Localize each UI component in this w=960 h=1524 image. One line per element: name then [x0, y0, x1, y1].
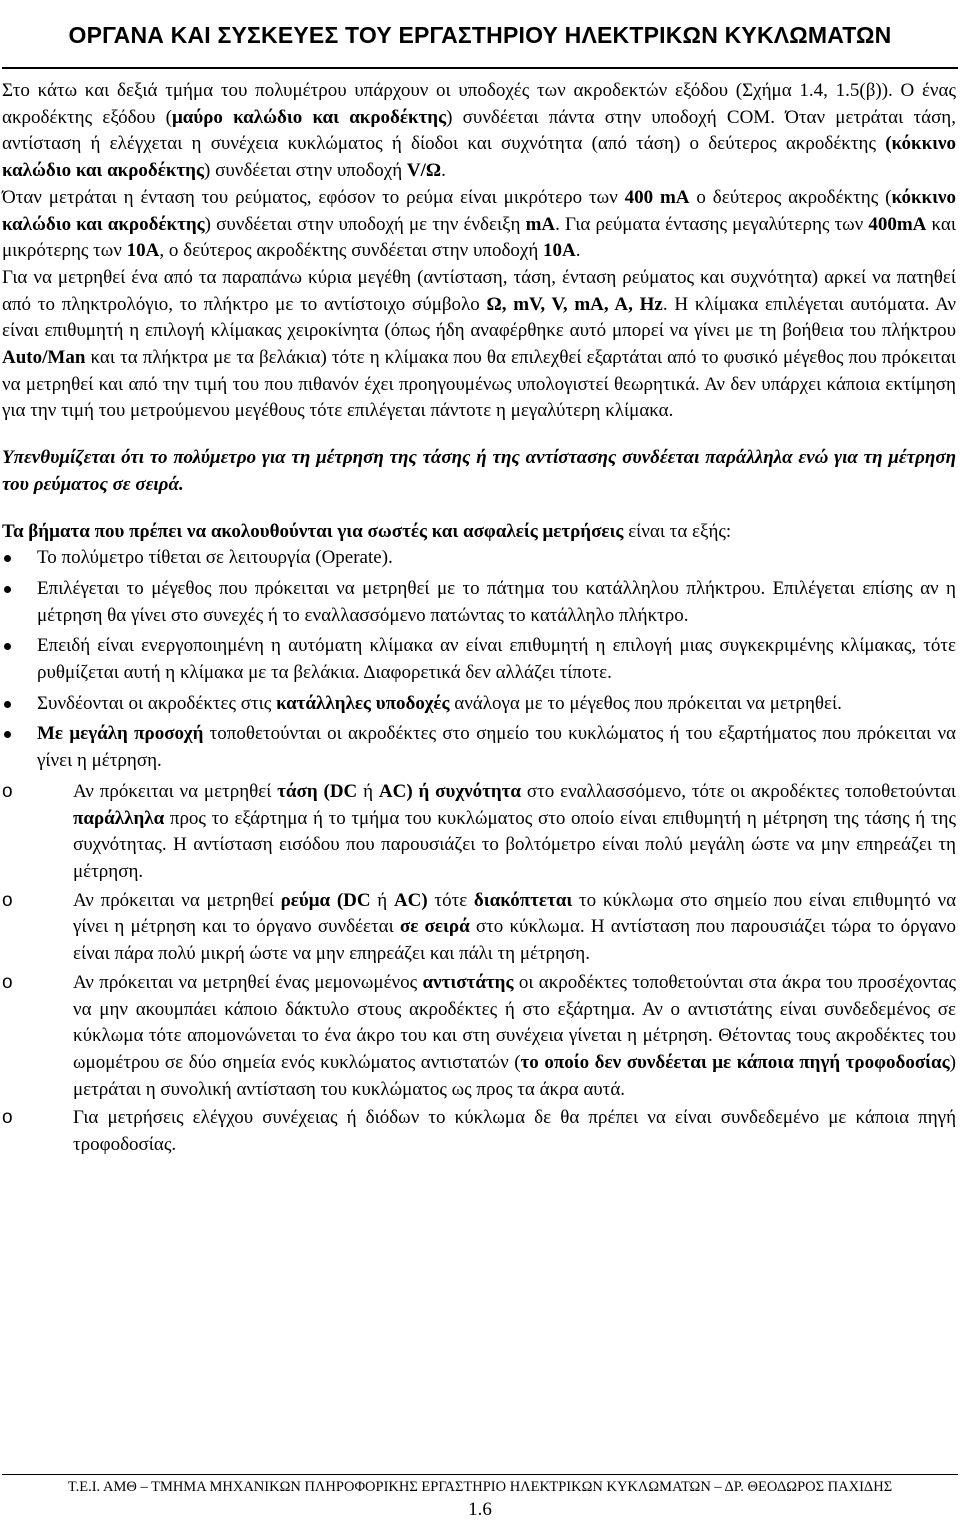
text: προς το εξάρτημα ή το τμήμα του κυκλώματος στο οποίο είναι επιθυμητή η μέτρηση της τάσης ή της συχνότητας. Η αντίσταση εισόδου που παρουσιάζει το βολτόμετρο είναι πολύ μεγάλη ώστε να μην επηρεάζει τη μέτρηση.: [73, 807, 956, 882]
text: .: [441, 160, 446, 182]
reminder-note: Υπενθυμίζεται ότι το πολύμετρο για τη μέτρηση της τάσης ή της αντίστασης συνδέεται παράλληλα ενώ για τη μέτρηση του ρεύματος σε σειρά.: [2, 447, 956, 495]
text: οι ακροδέκτες τοποθετούνται στα άκρα του προσέχοντας να μην ακουμπάει κάποιο δάκτυλο στους ακροδέκτες ή στο εξάρτημα. Αν ο αντιστάτης είναι συνδεδεμένος σε κύκλωμα τότε απομονώνεται το ένα άκρο του και στη συνέχεια γίνεται η μέτρηση. Θέτοντας τους ακροδέκτες του ωμομέτρου σε δύο σημεία ενός κυκλώματος αντιστατών (: [73, 971, 956, 1073]
bold-text: AC): [393, 889, 428, 911]
list-item: [2, 888, 956, 968]
bullet-icon: [4, 731, 11, 738]
bold-text: Τα βήματα που πρέπει να ακολουθούνται για σωστές και ασφαλείς μετρήσεις: [2, 520, 624, 542]
list-item: [2, 576, 956, 629]
text: ) συνδέεται στην υποδοχή: [204, 160, 407, 182]
text: το κύκλωμα στο σημείο που είναι επιθυμητό να γίνει η μέτρηση και το όργανο συνδέεται: [73, 889, 957, 938]
bold-text: Ω, mV, V, mA, A, Hz: [486, 293, 663, 315]
text: τότε: [427, 889, 474, 911]
list-marker: o: [2, 889, 13, 911]
header-divider: [2, 67, 958, 69]
text: ) συνδέεται στην υποδοχή με την ένδειξη: [204, 213, 526, 235]
text: και τα πλήκτρα με τα βελάκια) τότε η κλίμακα που θα επιλεχθεί εξαρτάται από το φυσικό μέγεθος που πρόκειται να μετρηθεί και από την τιμή του που πιθανόν έχει προηγουμένως υπολογιστεί θεωρητικά. Αν δεν υπάρχει κάποια εκτίμηση για την τιμή του μετρούμενου μεγέθους τότε επιλέγεται πάντοτε η μεγαλύτερη κλίμακα.: [2, 347, 956, 422]
text: στο εναλλασσόμενο, τότε οι ακροδέκτες τοποθετούνται: [521, 780, 957, 802]
bold-text: AC) ή συχνότητα: [378, 780, 522, 802]
document-body: [2, 78, 956, 1161]
bold-text: mA: [525, 213, 556, 235]
list-marker: o: [2, 780, 13, 802]
bold-text: 10A: [543, 240, 576, 262]
page-footer: Τ.Ε.Ι. ΑΜΘ – ΤΜΗΜΑ ΜΗΧΑΝΙΚΩΝ ΠΛΗΡΟΦΟΡΙΚΗΣ ΕΡΓΑΣΤΗΡΙΟ ΗΛΕΚΤΡΙΚΩΝ ΚΥΚΛΩΜΑΤΩΝ – ΔΡ. ΘΕΟΔΩΡΟΣ ΠΑΧΙΔΗΣ: [67, 1479, 893, 1495]
bullet-icon: [4, 555, 11, 562]
bold-text: V/Ω: [406, 160, 442, 182]
bold-text: κατάλληλες υποδοχές: [276, 692, 450, 714]
text: Επειδή είναι ενεργοποιημένη η αυτόματη κλίμακα αν είναι επιθυμητή η επιλογή μιας συγκεκριμένης κλίμακας, τότε ρυθμίζεται αυτή η κλίμακα με τα βελάκια. Διαφορετικά δεν αλλάζει τίποτε.: [37, 635, 956, 684]
spacer: [2, 499, 956, 519]
text: Το πολύμετρο τίθεται σε λειτουργία (Operate).: [37, 547, 393, 569]
list-item: [2, 721, 956, 774]
bold-text: διακόπτεται: [473, 889, 573, 911]
bold-text: αντιστάτης: [422, 971, 514, 993]
list-marker: o: [2, 1107, 13, 1129]
paragraph-scale-selection: [2, 265, 956, 425]
list-marker: o: [2, 971, 13, 993]
bold-text: Με μεγάλη προσοχή: [37, 723, 204, 745]
text: Αν πρόκειται να μετρηθεί ένας μεμονωμένος: [73, 971, 423, 993]
text: , ο δεύτερος ακροδέκτης συνδέεται στην υποδοχή: [159, 240, 544, 262]
steps-intro: [2, 519, 956, 546]
text: ανάλογα με το μέγεθος που πρόκειται να μετρηθεί.: [449, 692, 842, 714]
bold-text: ρεύμα (DC: [280, 889, 371, 911]
text: .: [575, 240, 581, 262]
bullet-icon: [4, 643, 11, 650]
text: Για να μετρηθεί ένα από τα παραπάνω κύρια μεγέθη (αντίσταση, τάση, ένταση ρεύματος και συχνότητα) αρκεί να πατηθεί από το πληκτρολόγιο, το πλήκτρο με το αντίστοιχο σύμβολο: [2, 266, 956, 315]
text: . Για ρεύματα έντασης μεγαλύτερης των: [555, 213, 869, 235]
page-header: ΟΡΓΑΝΑ ΚΑΙ ΣΥΣΚΕΥΕΣ ΤΟΥ ΕΡΓΑΣΤΗΡΙΟΥ ΗΛΕΚΤΡΙΚΩΝ ΚΥΚΛΩΜΑΤΩΝ: [68, 22, 892, 48]
bold-text: 10A: [126, 240, 160, 262]
bold-text: τάση (DC: [277, 780, 358, 802]
list-item: [2, 970, 956, 1104]
bold-text: κόκκινο καλώδιο και ακροδέκτης: [2, 186, 956, 235]
spacer: [2, 425, 956, 445]
text: ή: [357, 780, 379, 802]
bold-text: 400mA: [868, 213, 927, 235]
bullet-icon: [4, 701, 11, 708]
bullet-icon: [4, 586, 11, 593]
bold-text: (κόκκινο καλώδιο και ακροδέκτης: [2, 133, 956, 182]
list-item: [2, 779, 956, 886]
bold-text: σε σειρά: [399, 916, 470, 938]
text: Αν πρόκειται να μετρηθεί: [73, 780, 278, 802]
bold-text: μαύρο καλώδιο και ακροδέκτης: [172, 106, 447, 128]
text: ) μετράται η συνολική αντίσταση του κυκλώματος ως προς τα άκρα αυτά.: [73, 1051, 956, 1100]
paragraph-output-terminals: [2, 78, 956, 185]
list-item: [2, 691, 956, 718]
list-item: [2, 633, 956, 686]
bold-text: Auto/Man: [2, 347, 86, 369]
text: ) συνδέεται πάντα στην υποδοχή COM. Όταν μετράται τάση, αντίσταση ή ελέγχεται η συνέχεια κυκλώματος ή δίοδοι και συχνότητα (από τάση) ο δεύτερος ακροδέκτης: [2, 106, 956, 155]
text: . Η κλίμακα επιλέγεται αυτόματα. Αν είναι επιθυμητή η επιλογή κλίμακας χειροκίνητα (όπως ήδη αναφέρθηκε αυτό μπορεί να γίνει με τη βοήθεια του πλήκτρου: [2, 293, 956, 342]
text: και μικρότερης των: [2, 213, 956, 262]
text: τοποθετούνται οι ακροδέκτες στο σημείο του κυκλώματος ή του εξαρτήματος που πρόκειται να γίνει η μέτρηση.: [37, 723, 956, 772]
text: είναι τα εξής:: [623, 520, 732, 542]
list-item: [2, 1105, 956, 1158]
paragraph-current-measurement: [2, 185, 956, 265]
text: Στο κάτω και δεξιά τμήμα του πολυμέτρου υπάρχουν οι υποδοχές των ακροδεκτών εξόδου (Σχήμα 1.4, 1.5(β)). Ο ένας ακροδέκτης εξόδου (: [2, 80, 956, 128]
steps-list: [2, 545, 956, 775]
bold-text: 400 mA: [624, 186, 690, 208]
text: ή: [370, 889, 394, 911]
sub-steps-list: [2, 779, 956, 1159]
bold-text: παράλληλα: [73, 807, 165, 829]
text: Αν πρόκειται να μετρηθεί: [73, 889, 281, 911]
text: Συνδέονται οι ακροδέκτες στις: [37, 692, 277, 714]
text: Όταν μετράται η ένταση του ρεύματος, εφόσον το ρεύμα είναι μικρότερο των: [2, 186, 625, 208]
text: Για μετρήσεις ελέγχου συνέχειας ή διόδων το κύκλωμα δε θα πρέπει να είναι συνδεδεμένο με κάποια πηγή τροφοδοσίας.: [73, 1107, 956, 1156]
text: ο δεύτερος ακροδέκτης (: [689, 186, 892, 208]
text: στο κύκλωμα. Η αντίσταση που παρουσιάζει τώρα το όργανο είναι πάρα πολύ μικρή ώστε να μην επηρεάζει και πάλι τη μέτρηση.: [73, 916, 956, 965]
list-item: [2, 545, 956, 572]
footer-divider: [2, 1474, 958, 1475]
bold-text: το οποίο δεν συνδέεται με κάποια πηγή τροφοδοσίας: [520, 1051, 950, 1073]
text: Επιλέγεται το μέγεθος που πρόκειται να μετρηθεί με το πάτημα του κατάλληλου πλήκτρου. Επιλέγεται επίσης αν η μέτρηση θα γίνει στο συνεχές ή το εναλλασσόμενο πατώντας το κατάλληλο πλήκτρο.: [37, 577, 956, 626]
page-number: 1.6: [468, 1499, 492, 1520]
